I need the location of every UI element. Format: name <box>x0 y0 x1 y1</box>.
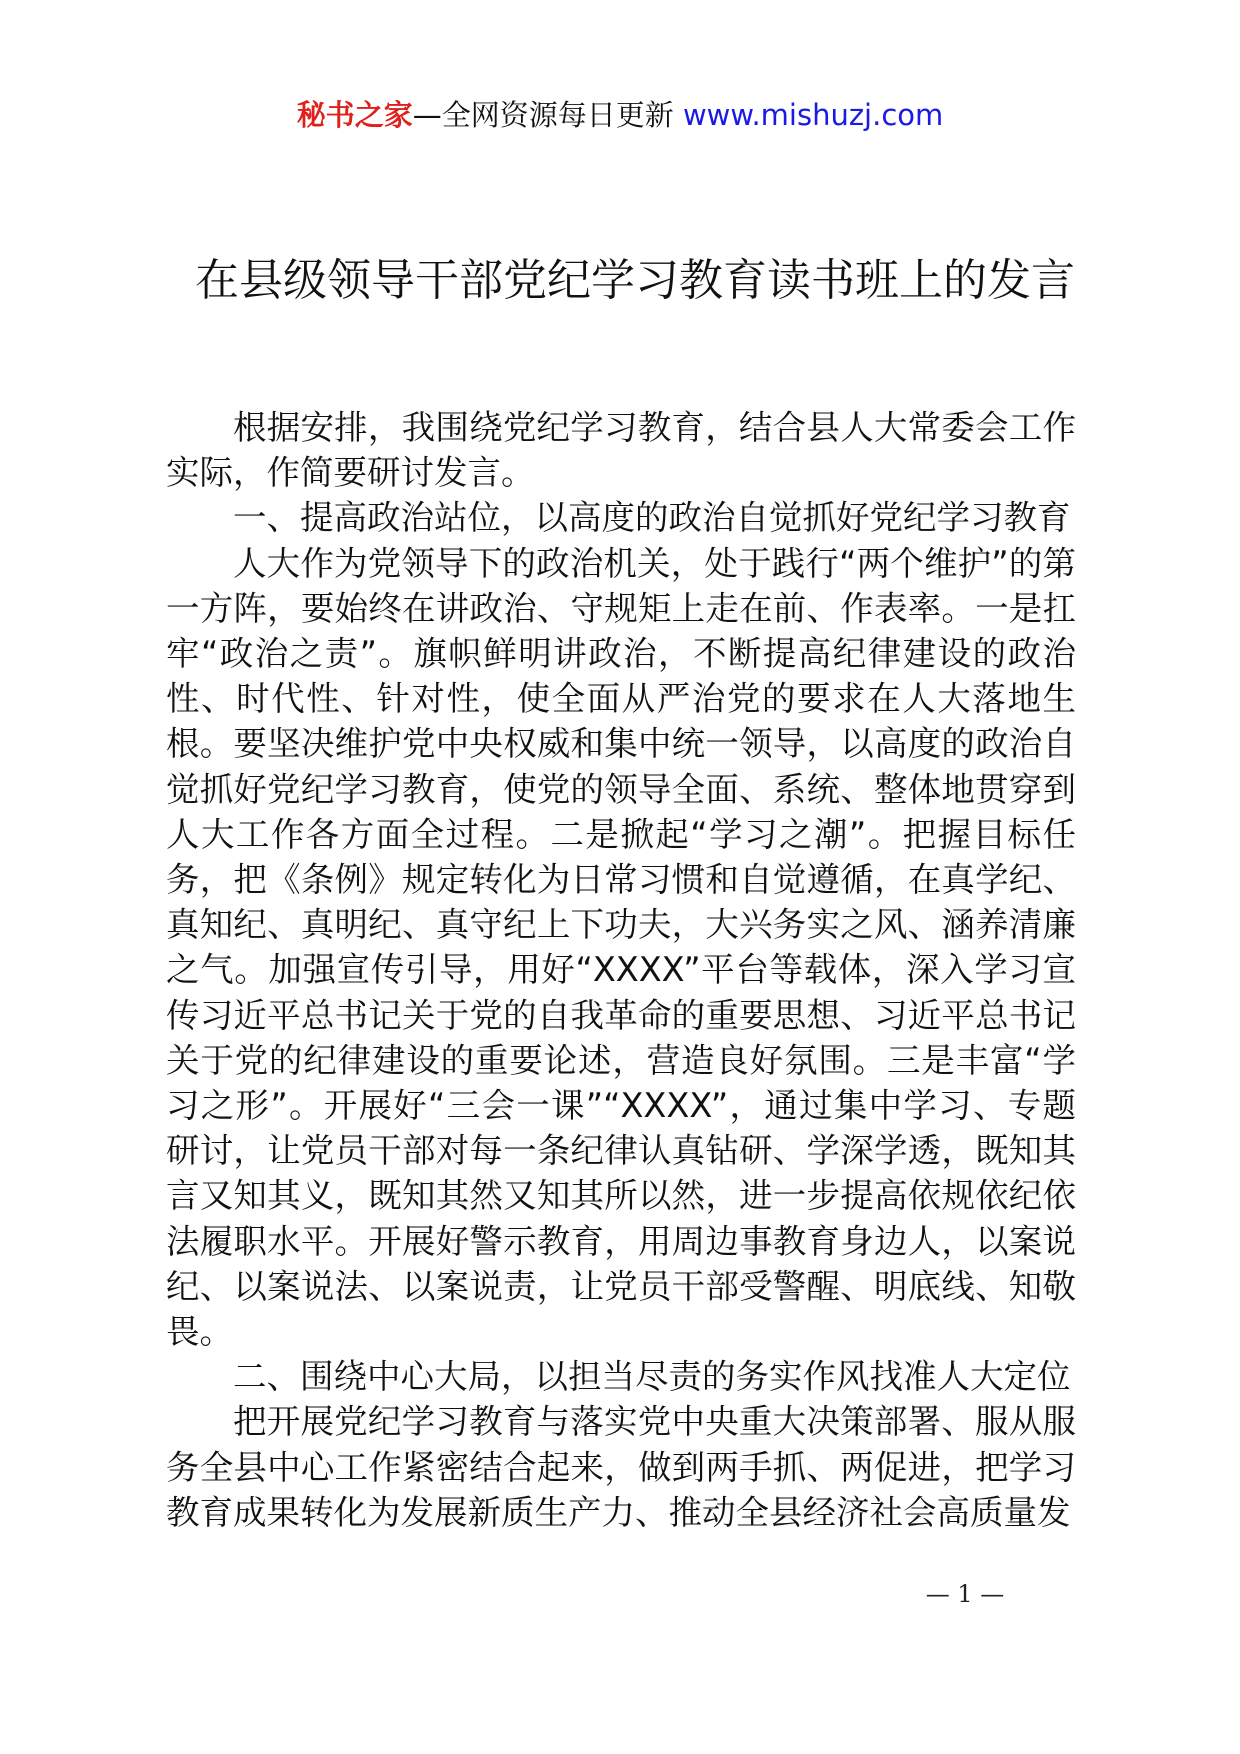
site-header <box>0 98 1240 133</box>
intro-paragraph: 根据安排，我围绕党纪学习教育，结合县人大常委会工作实际，作简要研讨发言。 <box>166 408 1076 493</box>
section-paragraph-2: 把开展党纪学习教育与落实党中央重大决策部署、服从服务全县中心工作紧密结合起来，做到两手抓、两促进，把学习教育成果转化为发展新质生产力、推动全县经济社会高质量发 <box>166 1402 1076 1532</box>
document-title: 在县级领导干部党纪学习教育读书班上的发言 <box>195 255 1075 306</box>
brand-name: 秘书之家 <box>296 98 413 132</box>
section-heading-2: 二、围绕中心大局，以担当尽责的务实作风找准人大定位 <box>233 1357 1071 1397</box>
page-number: — 1 — <box>925 1580 1005 1608</box>
section-heading-1: 一、提高政治站位，以高度的政治自觉抓好党纪学习教育 <box>233 498 1071 538</box>
website-link[interactable]: www.mishuzj.com <box>682 98 944 132</box>
header-tagline: —全网资源每日更新 <box>412 98 674 132</box>
document-body <box>166 405 1076 1535</box>
section-paragraph-1: 人大作为党领导下的政治机关，处于践行“两个维护”的第一方阵，要始终在讲政治、守规矩上走在前、作表率。一是扛牢“政治之责”。旗帜鲜明讲政治，不断提高纪律建设的政治性、时代性、针对性，使全面从严治党的要求在人大落地生根。要坚决维护党中央权威和集中统一领导，以高度的政治自觉抓好党纪学习教育，使党的领导全面、系统、整体地贯穿到人大工作各方面全过程。二是掀起“学习之潮”。把握目标任务，把《条例》规定转化为日常习惯和自觉遵循，在真学纪、真知纪、真明纪、真守纪上下功夫，大兴务实之风、涵养清廉之气。加强宣传引导，用好“XXXX”平台等载体，深入学习宣传习近平总书记关于党的自我革命的重要思想、习近平总书记关于党的纪律建设的重要论述，营造良好氛围。三是丰富“学习之形”。开展好“三会一课”“XXXX”，通过集中学习、专题研讨，让党员干部对每一条纪律认真钻研、学深学透，既知其言又知其义，既知其然又知其所以然，进一步提高依规依纪依法履职水平。开展好警示教育，用周边事教育身边人，以案说纪、以案说法、以案说责，让党员干部受警醒、明底线、知敬畏。 <box>166 543 1076 1352</box>
